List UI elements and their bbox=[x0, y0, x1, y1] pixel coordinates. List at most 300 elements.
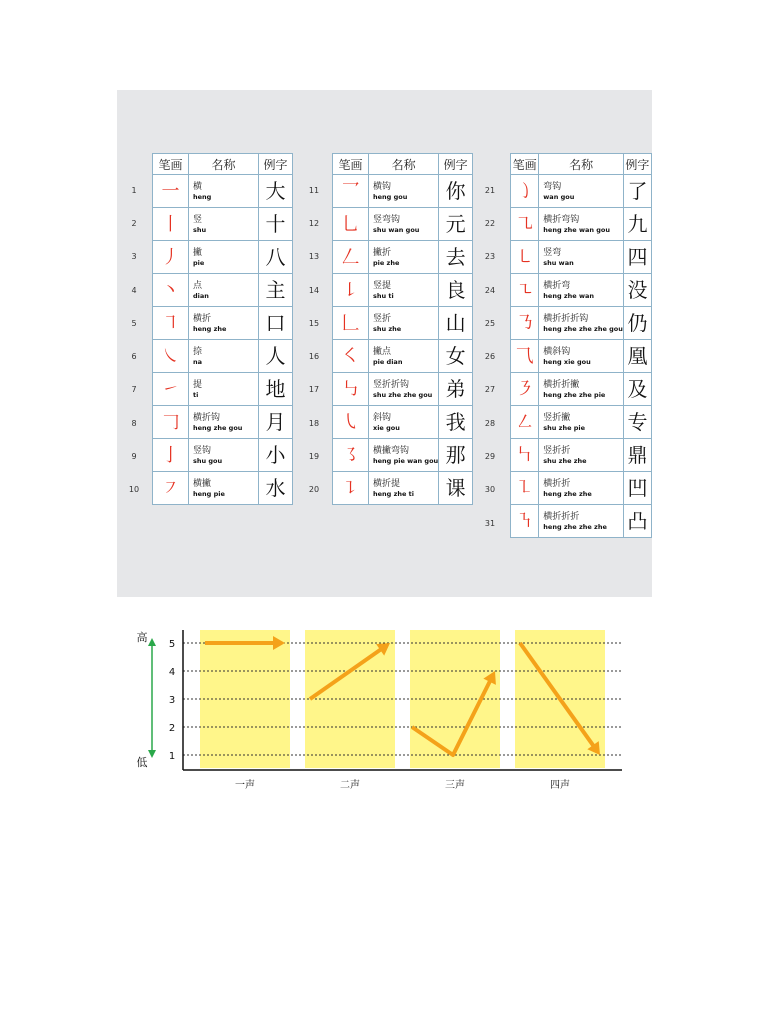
tone-name-label: 三声 bbox=[445, 780, 465, 791]
high-label: 高 bbox=[136, 631, 148, 644]
stroke-name: 撇折 bbox=[373, 247, 392, 258]
stroke-pinyin: heng zhe wan bbox=[543, 291, 594, 300]
row-number: 7 bbox=[131, 385, 137, 395]
example-character: 专 bbox=[627, 409, 648, 434]
stroke-cell bbox=[153, 340, 189, 373]
row-number: 25 bbox=[484, 318, 496, 328]
stroke-name: 竖提 bbox=[373, 280, 392, 291]
row-number: 10 bbox=[128, 485, 140, 495]
name-cell bbox=[539, 175, 624, 208]
example-character: 了 bbox=[627, 178, 648, 203]
stroke-name: 竖弯 bbox=[543, 247, 562, 258]
example-character: 小 bbox=[265, 442, 286, 467]
example-cell bbox=[623, 505, 651, 538]
example-cell bbox=[259, 175, 293, 208]
example-cell bbox=[623, 439, 651, 472]
stroke-glyph: ㇄ bbox=[515, 246, 534, 268]
stroke-cell bbox=[333, 373, 369, 406]
example-cell bbox=[439, 406, 473, 439]
stroke-name: 竖折折钩 bbox=[373, 379, 410, 390]
name-cell bbox=[189, 208, 259, 241]
example-character: 主 bbox=[265, 277, 286, 302]
example-cell bbox=[259, 307, 293, 340]
row-number: 27 bbox=[484, 385, 496, 395]
name-cell bbox=[189, 307, 259, 340]
name-cell bbox=[369, 373, 439, 406]
stroke-name: 横撇弯钩 bbox=[373, 445, 410, 456]
stroke-name: 横折 bbox=[193, 313, 212, 324]
name-cell bbox=[369, 439, 439, 472]
name-cell bbox=[369, 307, 439, 340]
stroke-name: 弯钩 bbox=[543, 181, 562, 192]
name-cell bbox=[539, 439, 624, 472]
header-example: 例字 bbox=[259, 154, 293, 175]
stroke-glyph: ㇌ bbox=[341, 444, 360, 466]
stroke-cell bbox=[153, 472, 189, 505]
name-cell bbox=[189, 439, 259, 472]
header-stroke: 笔画 bbox=[511, 154, 539, 175]
stroke-glyph: ㇛ bbox=[341, 345, 360, 367]
example-cell bbox=[623, 208, 651, 241]
name-cell bbox=[539, 340, 624, 373]
stroke-glyph: 乛 bbox=[341, 180, 360, 202]
name-cell bbox=[189, 472, 259, 505]
row-number: 9 bbox=[131, 452, 137, 462]
stroke-pinyin: shu zhe bbox=[373, 324, 402, 333]
name-cell bbox=[369, 241, 439, 274]
stroke-pinyin: heng zhe bbox=[193, 324, 227, 333]
example-cell bbox=[259, 406, 293, 439]
stroke-pinyin: shu wan bbox=[543, 258, 574, 267]
name-cell bbox=[539, 241, 624, 274]
stroke-cell bbox=[333, 175, 369, 208]
stroke-name: 横折弯钩 bbox=[543, 214, 580, 225]
tone-labels bbox=[235, 778, 570, 791]
row-number: 11 bbox=[308, 185, 320, 195]
tone-chart bbox=[130, 620, 630, 800]
name-cell bbox=[189, 373, 259, 406]
row-number: 29 bbox=[484, 452, 496, 462]
level-label: 5 bbox=[168, 639, 176, 650]
stroke-name: 横折弯 bbox=[543, 280, 571, 291]
header-example: 例字 bbox=[623, 154, 651, 175]
row-number: 20 bbox=[308, 485, 320, 495]
table-row bbox=[511, 439, 652, 472]
stroke-pinyin: heng zhe zhe bbox=[543, 489, 592, 498]
name-cell bbox=[369, 175, 439, 208]
example-cell bbox=[439, 472, 473, 505]
stroke-glyph: ㇉ bbox=[341, 378, 360, 400]
stroke-cell bbox=[333, 406, 369, 439]
name-cell bbox=[539, 472, 624, 505]
stroke-cell bbox=[153, 208, 189, 241]
example-cell bbox=[623, 406, 651, 439]
stroke-cell bbox=[511, 505, 539, 538]
stroke-name: 竖弯钩 bbox=[373, 214, 401, 225]
stroke-cell bbox=[153, 439, 189, 472]
example-cell bbox=[259, 439, 293, 472]
stroke-cell bbox=[333, 472, 369, 505]
stroke-glyph: ㇂ bbox=[341, 411, 360, 433]
stroke-name: 提 bbox=[193, 379, 203, 390]
example-cell bbox=[439, 175, 473, 208]
example-cell bbox=[623, 274, 651, 307]
stroke-name: 横折折折 bbox=[543, 511, 580, 522]
pitch-arrow-down bbox=[148, 750, 156, 758]
stroke-cell bbox=[333, 340, 369, 373]
table-row bbox=[511, 274, 652, 307]
table-row bbox=[153, 307, 293, 340]
stroke-pinyin: shu bbox=[193, 225, 207, 234]
example-cell bbox=[623, 307, 651, 340]
stroke-glyph: ㇜ bbox=[515, 411, 534, 433]
stroke-name: 竖折折 bbox=[543, 445, 571, 456]
example-character: 凰 bbox=[627, 343, 648, 368]
stroke-glyph: ㇀ bbox=[161, 378, 180, 400]
stroke-glyph: 亅 bbox=[161, 444, 180, 466]
example-character: 口 bbox=[265, 310, 286, 335]
row-number: 17 bbox=[308, 385, 320, 395]
example-character: 课 bbox=[445, 475, 466, 500]
stroke-cell bbox=[511, 175, 539, 208]
level-label: 3 bbox=[168, 695, 176, 706]
row-number: 12 bbox=[308, 218, 320, 228]
stroke-glyph: 丨 bbox=[161, 213, 180, 235]
stroke-pinyin: heng zhe gou bbox=[193, 423, 243, 432]
stroke-glyph: 𠃊 bbox=[341, 312, 360, 334]
example-character: 没 bbox=[627, 277, 648, 302]
stroke-pinyin: heng zhe zhe zhe bbox=[543, 522, 607, 531]
row-number: 31 bbox=[484, 518, 496, 528]
stroke-pinyin: heng bbox=[193, 192, 212, 201]
stroke-cell bbox=[333, 241, 369, 274]
stroke-name: 斜钩 bbox=[373, 412, 392, 423]
stroke-pinyin: xie gou bbox=[373, 423, 400, 432]
stroke-cell bbox=[511, 340, 539, 373]
row-number: 2 bbox=[131, 218, 137, 228]
stroke-glyph: ㇎ bbox=[515, 510, 534, 532]
table-row bbox=[333, 241, 473, 274]
stroke-name: 竖折 bbox=[373, 313, 392, 324]
pitch-arrow-up bbox=[148, 638, 156, 646]
example-character: 山 bbox=[445, 310, 466, 335]
stroke-glyph: ㇍ bbox=[515, 279, 534, 301]
example-character: 那 bbox=[445, 442, 466, 467]
stroke-name: 竖折撇 bbox=[543, 412, 571, 423]
stroke-glyph: ㇞ bbox=[515, 444, 534, 466]
stroke-name: 竖钩 bbox=[193, 445, 212, 456]
row-number: 6 bbox=[131, 352, 137, 362]
example-cell bbox=[259, 472, 293, 505]
table-row bbox=[153, 373, 293, 406]
example-cell bbox=[623, 241, 651, 274]
row-number: 22 bbox=[484, 218, 496, 228]
table-row bbox=[333, 340, 473, 373]
row-number: 28 bbox=[484, 418, 496, 428]
stroke-pinyin: heng zhe zhe zhe gou bbox=[543, 324, 623, 333]
stroke-glyph: ㇇ bbox=[161, 477, 180, 499]
table-row bbox=[153, 274, 293, 307]
row-number: 3 bbox=[131, 252, 137, 262]
example-character: 去 bbox=[445, 244, 466, 269]
example-cell bbox=[623, 373, 651, 406]
name-cell bbox=[189, 241, 259, 274]
stroke-cell bbox=[153, 373, 189, 406]
example-character: 人 bbox=[265, 343, 286, 368]
tone-name-label: 四声 bbox=[550, 780, 570, 791]
table-row bbox=[333, 208, 473, 241]
example-character: 良 bbox=[445, 277, 466, 302]
stroke-pinyin: shu gou bbox=[193, 456, 223, 465]
example-character: 大 bbox=[265, 178, 286, 203]
name-cell bbox=[189, 340, 259, 373]
example-cell bbox=[259, 241, 293, 274]
level-label: 2 bbox=[168, 723, 176, 734]
table-row bbox=[153, 340, 293, 373]
header-name: 名称 bbox=[369, 154, 439, 175]
stroke-name: 横斜钩 bbox=[543, 346, 571, 357]
stroke-pinyin: pie dian bbox=[373, 357, 403, 366]
row-number: 8 bbox=[131, 418, 137, 428]
example-character: 你 bbox=[445, 178, 466, 203]
stroke-pinyin: heng zhe zhe pie bbox=[543, 390, 606, 399]
stroke-cell bbox=[153, 175, 189, 208]
stroke-cell bbox=[153, 241, 189, 274]
low-label: 低 bbox=[136, 756, 148, 769]
stroke-pinyin: ti bbox=[193, 390, 199, 399]
table-row bbox=[511, 373, 652, 406]
stroke-glyph: 乚 bbox=[341, 213, 360, 235]
row-number: 14 bbox=[308, 285, 320, 295]
row-number: 21 bbox=[484, 185, 496, 195]
example-character: 及 bbox=[627, 376, 648, 401]
row-number: 18 bbox=[308, 418, 320, 428]
stroke-cell bbox=[511, 406, 539, 439]
stroke-table-2 bbox=[332, 153, 473, 505]
table-row bbox=[333, 472, 473, 505]
table-row bbox=[511, 175, 652, 208]
stroke-name: 横折折折钩 bbox=[543, 313, 589, 324]
stroke-name: 点 bbox=[193, 280, 203, 291]
stroke-chart-panel bbox=[117, 90, 652, 597]
stroke-pinyin: pie zhe bbox=[373, 258, 400, 267]
header-stroke: 笔画 bbox=[153, 154, 189, 175]
name-cell bbox=[539, 505, 624, 538]
table-row bbox=[333, 373, 473, 406]
name-cell bbox=[369, 472, 439, 505]
row-number: 19 bbox=[308, 452, 320, 462]
table-row bbox=[333, 175, 473, 208]
example-cell bbox=[439, 274, 473, 307]
row-number: 26 bbox=[484, 352, 496, 362]
stroke-pinyin: na bbox=[193, 357, 203, 366]
table-row bbox=[333, 406, 473, 439]
stroke-glyph: ㇏ bbox=[161, 345, 180, 367]
stroke-pinyin: shu zhe zhe gou bbox=[373, 390, 433, 399]
table-row bbox=[333, 439, 473, 472]
stroke-table-1 bbox=[152, 153, 293, 505]
table-row bbox=[153, 241, 293, 274]
stroke-name: 横折折撇 bbox=[543, 379, 580, 390]
table-row bbox=[511, 340, 652, 373]
stroke-cell bbox=[333, 208, 369, 241]
example-cell bbox=[439, 208, 473, 241]
row-number: 23 bbox=[484, 252, 496, 262]
stroke-glyph: 𠃌 bbox=[161, 411, 180, 433]
stroke-pinyin: wan gou bbox=[543, 192, 575, 201]
example-cell bbox=[439, 307, 473, 340]
example-cell bbox=[439, 241, 473, 274]
example-character: 水 bbox=[265, 475, 286, 500]
table-row bbox=[153, 406, 293, 439]
example-character: 仍 bbox=[627, 310, 648, 335]
tone-name-label: 一声 bbox=[235, 780, 255, 791]
stroke-table-3 bbox=[510, 153, 652, 538]
stroke-name: 横 bbox=[193, 181, 203, 192]
example-cell bbox=[439, 340, 473, 373]
table-row bbox=[153, 439, 293, 472]
stroke-cell bbox=[511, 307, 539, 340]
stroke-glyph: ㇊ bbox=[341, 477, 360, 499]
header-stroke: 笔画 bbox=[333, 154, 369, 175]
stroke-glyph: ㇕ bbox=[161, 312, 180, 334]
stroke-name: 竖 bbox=[193, 214, 203, 225]
row-number: 1 bbox=[131, 185, 137, 195]
stroke-glyph: 𠃋 bbox=[341, 246, 360, 268]
stroke-cell bbox=[511, 373, 539, 406]
example-character: 凹 bbox=[627, 475, 648, 500]
stroke-pinyin: heng gou bbox=[373, 192, 408, 201]
stroke-name: 横折提 bbox=[373, 478, 401, 489]
stroke-glyph: ㇡ bbox=[515, 312, 534, 334]
example-character: 女 bbox=[445, 343, 466, 368]
stroke-glyph: ㇙ bbox=[341, 279, 360, 301]
level-label: 4 bbox=[168, 667, 176, 678]
stroke-cell bbox=[333, 274, 369, 307]
example-cell bbox=[259, 340, 293, 373]
stroke-glyph: 丿 bbox=[161, 246, 180, 268]
example-character: 弟 bbox=[445, 376, 466, 401]
example-cell bbox=[259, 274, 293, 307]
table-row bbox=[333, 274, 473, 307]
stroke-glyph: 一 bbox=[161, 180, 180, 202]
example-character: 地 bbox=[265, 376, 286, 401]
stroke-pinyin: shu wan gou bbox=[373, 225, 420, 234]
header-name: 名称 bbox=[539, 154, 624, 175]
example-character: 我 bbox=[445, 409, 466, 434]
stroke-cell bbox=[511, 439, 539, 472]
example-character: 九 bbox=[627, 211, 648, 236]
stroke-pinyin: shu ti bbox=[373, 291, 394, 300]
stroke-pinyin: heng zhe wan gou bbox=[543, 225, 610, 234]
name-cell bbox=[369, 340, 439, 373]
row-number: 15 bbox=[308, 318, 320, 328]
stroke-cell bbox=[153, 406, 189, 439]
example-cell bbox=[259, 208, 293, 241]
table-row bbox=[511, 406, 652, 439]
name-cell bbox=[369, 208, 439, 241]
stroke-cell bbox=[511, 472, 539, 505]
stroke-pinyin: pie bbox=[193, 258, 205, 267]
stroke-glyph: ㇁ bbox=[515, 180, 534, 202]
stroke-cell bbox=[333, 439, 369, 472]
stroke-cell bbox=[511, 241, 539, 274]
stroke-pinyin: dian bbox=[193, 291, 209, 300]
example-cell bbox=[623, 472, 651, 505]
name-cell bbox=[189, 406, 259, 439]
tone-name-label: 二声 bbox=[340, 780, 360, 791]
table-row bbox=[511, 241, 652, 274]
stroke-name: 横折钩 bbox=[193, 412, 221, 423]
stroke-pinyin: shu zhe zhe bbox=[543, 456, 587, 465]
table-row bbox=[511, 208, 652, 241]
table-row bbox=[153, 472, 293, 505]
name-cell bbox=[539, 208, 624, 241]
example-character: 十 bbox=[265, 211, 286, 236]
stroke-name: 撇 bbox=[193, 247, 203, 258]
example-cell bbox=[623, 175, 651, 208]
example-character: 鼎 bbox=[627, 442, 648, 467]
row-number: 4 bbox=[131, 285, 137, 295]
example-character: 月 bbox=[265, 409, 286, 434]
row-number: 13 bbox=[308, 252, 320, 262]
row-number: 30 bbox=[484, 485, 496, 495]
row-number: 16 bbox=[308, 352, 320, 362]
stroke-name: 捺 bbox=[193, 346, 203, 357]
table-row bbox=[511, 505, 652, 538]
stroke-cell bbox=[153, 307, 189, 340]
stroke-glyph: ⺄ bbox=[515, 345, 534, 367]
stroke-name: 横折折 bbox=[543, 478, 571, 489]
table-row bbox=[333, 307, 473, 340]
name-cell bbox=[539, 307, 624, 340]
level-label: 1 bbox=[168, 751, 176, 762]
stroke-pinyin: heng zhe ti bbox=[373, 489, 414, 498]
stroke-pinyin: heng pie wan gou bbox=[373, 456, 439, 465]
example-cell bbox=[259, 373, 293, 406]
stroke-name: 横撇 bbox=[193, 478, 212, 489]
stroke-glyph: ㇋ bbox=[515, 378, 534, 400]
header-name: 名称 bbox=[189, 154, 259, 175]
name-cell bbox=[539, 406, 624, 439]
name-cell bbox=[539, 274, 624, 307]
example-character: 元 bbox=[445, 211, 466, 236]
name-cell bbox=[369, 406, 439, 439]
table-row bbox=[153, 175, 293, 208]
example-cell bbox=[439, 373, 473, 406]
example-character: 四 bbox=[627, 244, 648, 269]
stroke-name: 撇点 bbox=[373, 346, 392, 357]
header-example: 例字 bbox=[439, 154, 473, 175]
name-cell bbox=[369, 274, 439, 307]
name-cell bbox=[189, 274, 259, 307]
stroke-glyph: ㇈ bbox=[515, 213, 534, 235]
table-row bbox=[511, 307, 652, 340]
stroke-pinyin: shu zhe pie bbox=[543, 423, 586, 432]
stroke-cell bbox=[153, 274, 189, 307]
table-row bbox=[153, 208, 293, 241]
stroke-cell bbox=[333, 307, 369, 340]
stroke-cell bbox=[511, 208, 539, 241]
example-character: 凸 bbox=[627, 508, 648, 533]
stroke-glyph: ㇅ bbox=[515, 477, 534, 499]
stroke-cell bbox=[511, 274, 539, 307]
stroke-pinyin: heng pie bbox=[193, 489, 225, 498]
table-row bbox=[511, 472, 652, 505]
stroke-pinyin: heng xie gou bbox=[543, 357, 591, 366]
row-number: 24 bbox=[484, 285, 496, 295]
example-cell bbox=[623, 340, 651, 373]
